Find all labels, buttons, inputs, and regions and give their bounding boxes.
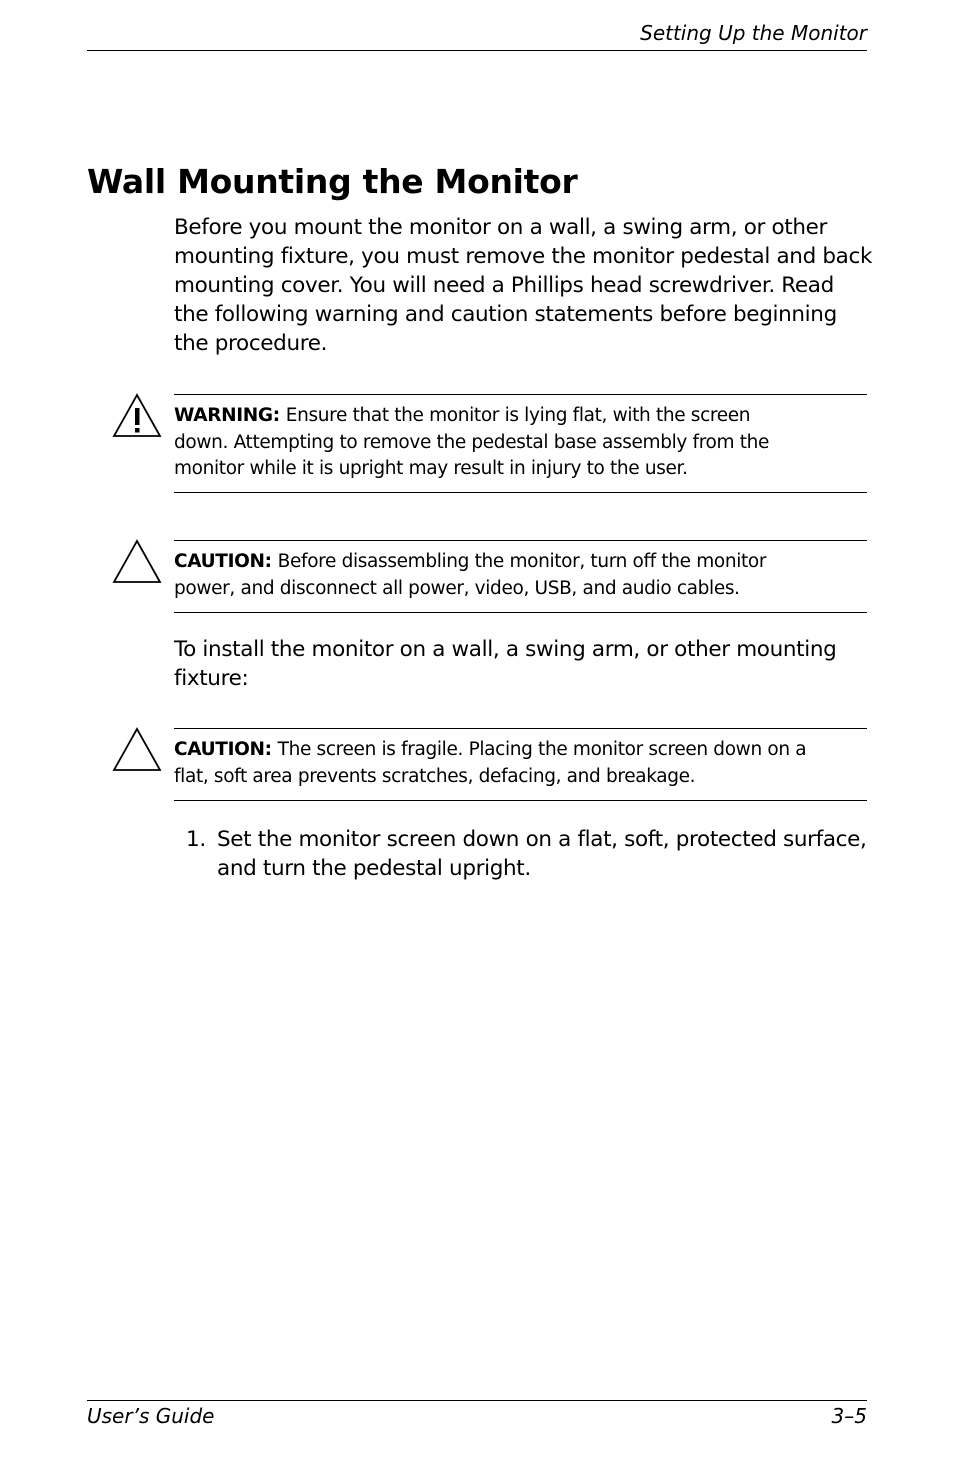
section-title: Wall Mounting the Monitor [87, 162, 578, 201]
footer-rule [87, 1400, 867, 1401]
caution-notice-cables [174, 540, 867, 613]
step-text: Set the monitor screen down on a flat, soft, protected surface, and turn the pedestal upright. [217, 827, 867, 881]
caution-text: Before disassembling the monitor, turn off the monitor power, and disconnect all power, video, USB, and audio cables. [174, 551, 767, 599]
warning-exclamation-triangle-icon [112, 392, 162, 438]
procedure-step [174, 825, 874, 883]
warning-notice [174, 394, 867, 493]
caution-notice-screen [174, 728, 867, 801]
warning-text: Ensure that the monitor is lying flat, with the screen down. Attempting to remove the pedestal base assembly from the monitor while it is upright may result in injury to the user. [174, 405, 770, 479]
install-intro-paragraph: To install the monitor on a wall, a swing arm, or other mounting fixture: [174, 637, 837, 691]
step-number: 1. [186, 827, 206, 852]
procedure-steps [174, 825, 874, 883]
header-rule [87, 50, 867, 51]
caution-text-block [174, 549, 807, 602]
intro-paragraph: Before you mount the monitor on a wall, a swing arm, or other mounting fixture, you must remove the monitor pedestal and back mounting cover. You will need a Phillips head screwdriver. Read the following warning and caution statements before beginning the procedure. [174, 215, 873, 356]
caution-text: The screen is fragile. Placing the monitor screen down on a flat, soft area prevents scratches, defacing, and breakage. [174, 739, 807, 787]
caution-label: CAUTION: [174, 551, 272, 572]
caution-text-block [174, 737, 807, 790]
caution-triangle-icon [112, 726, 162, 772]
page-number: 3–5 [831, 1404, 867, 1428]
caution-label: CAUTION: [174, 739, 272, 760]
warning-label: WARNING: [174, 405, 280, 426]
caution-triangle-icon [112, 538, 162, 584]
warning-text-block [174, 403, 807, 483]
footer-guide-title: User’s Guide [87, 1404, 215, 1428]
running-header: Setting Up the Monitor [640, 21, 867, 45]
